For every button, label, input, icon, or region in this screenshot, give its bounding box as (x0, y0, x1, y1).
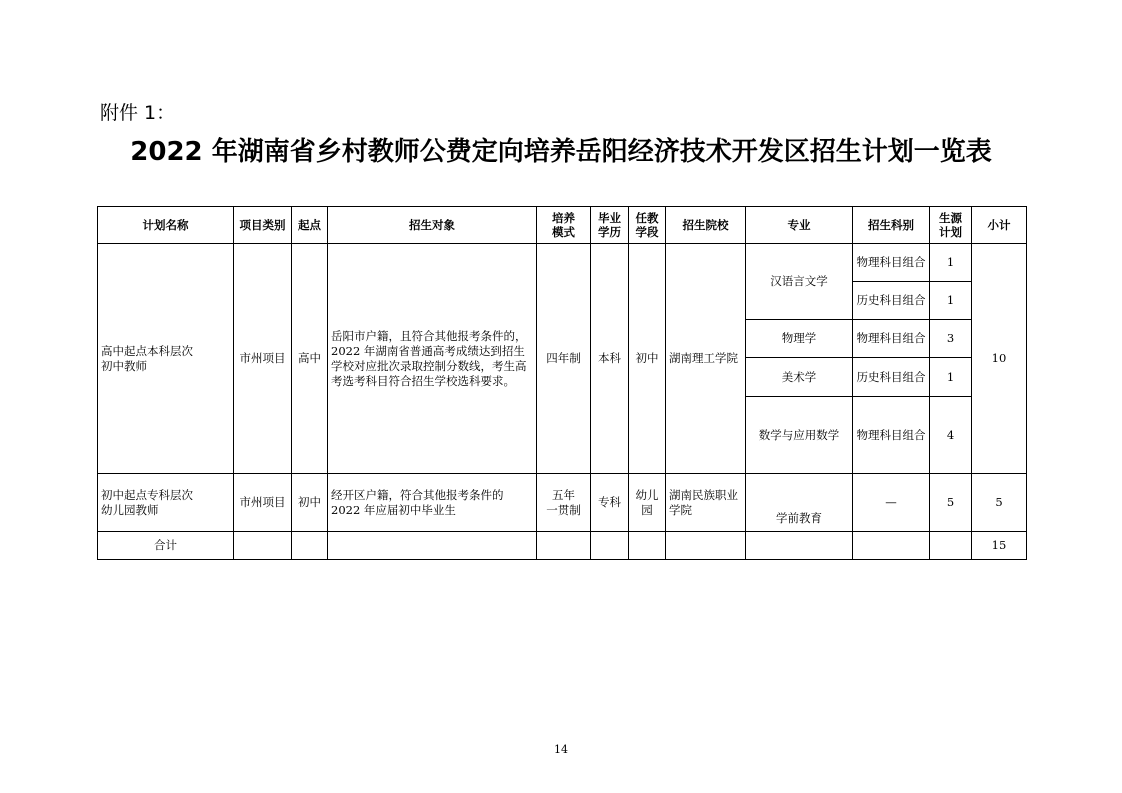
table-header-row (98, 207, 1027, 244)
header-subjects: 招生科别 (853, 207, 930, 244)
subject-cell: — (853, 474, 930, 532)
education-cell: 本科 (591, 244, 629, 474)
subject-cell: 物理科目组合 (853, 320, 930, 358)
empty-cell (666, 532, 746, 560)
major-cell: 物理学 (746, 320, 853, 358)
total-value: 15 (972, 532, 1027, 560)
count-cell: 4 (930, 397, 972, 474)
count-cell: 1 (930, 244, 972, 282)
plan-name-cell: 高中起点本科层次 初中教师 (98, 244, 234, 474)
total-row (98, 532, 1027, 560)
count-cell: 5 (930, 474, 972, 532)
header-training-mode: 培养 模式 (537, 207, 591, 244)
attachment-label: 附件 1： (100, 102, 176, 124)
document-title: 2022 年湖南省乡村教师公费定向培养岳阳经济技术开发区招生计划一览表 (130, 137, 992, 167)
teaching-stage-cell: 幼儿 园 (629, 474, 666, 532)
header-target: 招生对象 (328, 207, 537, 244)
teaching-stage-cell: 初中 (629, 244, 666, 474)
empty-cell (853, 532, 930, 560)
header-start-point: 起点 (292, 207, 328, 244)
header-plan-count: 生源 计划 (930, 207, 972, 244)
empty-cell (537, 532, 591, 560)
target-cell: 岳阳市户籍，且符合其他报考条件的，2022 年湖南省普通高考成绩达到招生学校对应批次录取控制分数线，考生高考选考科目符合招生学校选科要求。 (328, 244, 537, 474)
header-plan-name: 计划名称 (98, 207, 234, 244)
project-type-cell: 市州项目 (234, 244, 292, 474)
enrollment-plan-table (97, 206, 1027, 560)
training-mode-cell: 四年制 (537, 244, 591, 474)
header-teaching-stage: 任教 学段 (629, 207, 666, 244)
start-point-cell: 高中 (292, 244, 328, 474)
major-cell: 汉语言文学 (746, 244, 853, 320)
major-cell: 学前教育 (746, 474, 853, 532)
table-row (98, 244, 1027, 282)
subtotal-cell: 10 (972, 244, 1027, 474)
empty-cell (234, 532, 292, 560)
target-cell: 经开区户籍，符合其他报考条件的 2022 年应届初中毕业生 (328, 474, 537, 532)
major-cell: 美术学 (746, 358, 853, 397)
empty-cell (328, 532, 537, 560)
count-cell: 1 (930, 282, 972, 320)
empty-cell (292, 532, 328, 560)
header-education: 毕业 学历 (591, 207, 629, 244)
subject-cell: 历史科目组合 (853, 282, 930, 320)
college-cell: 湖南理工学院 (666, 244, 746, 474)
subject-cell: 历史科目组合 (853, 358, 930, 397)
empty-cell (629, 532, 666, 560)
page-number: 14 (554, 743, 568, 756)
header-college: 招生院校 (666, 207, 746, 244)
start-point-cell: 初中 (292, 474, 328, 532)
college-cell: 湖南民族职业学院 (666, 474, 746, 532)
empty-cell (930, 532, 972, 560)
education-cell: 专科 (591, 474, 629, 532)
table-row (98, 474, 1027, 532)
header-project-type: 项目类别 (234, 207, 292, 244)
subject-cell: 物理科目组合 (853, 244, 930, 282)
count-cell: 1 (930, 358, 972, 397)
header-major: 专业 (746, 207, 853, 244)
empty-cell (591, 532, 629, 560)
plan-name-cell: 初中起点专科层次 幼儿园教师 (98, 474, 234, 532)
major-cell: 数学与应用数学 (746, 397, 853, 474)
empty-cell (746, 532, 853, 560)
project-type-cell: 市州项目 (234, 474, 292, 532)
total-label: 合计 (98, 532, 234, 560)
training-mode-cell: 五年 一贯制 (537, 474, 591, 532)
subtotal-cell: 5 (972, 474, 1027, 532)
header-subtotal: 小计 (972, 207, 1027, 244)
count-cell: 3 (930, 320, 972, 358)
subject-cell: 物理科目组合 (853, 397, 930, 474)
